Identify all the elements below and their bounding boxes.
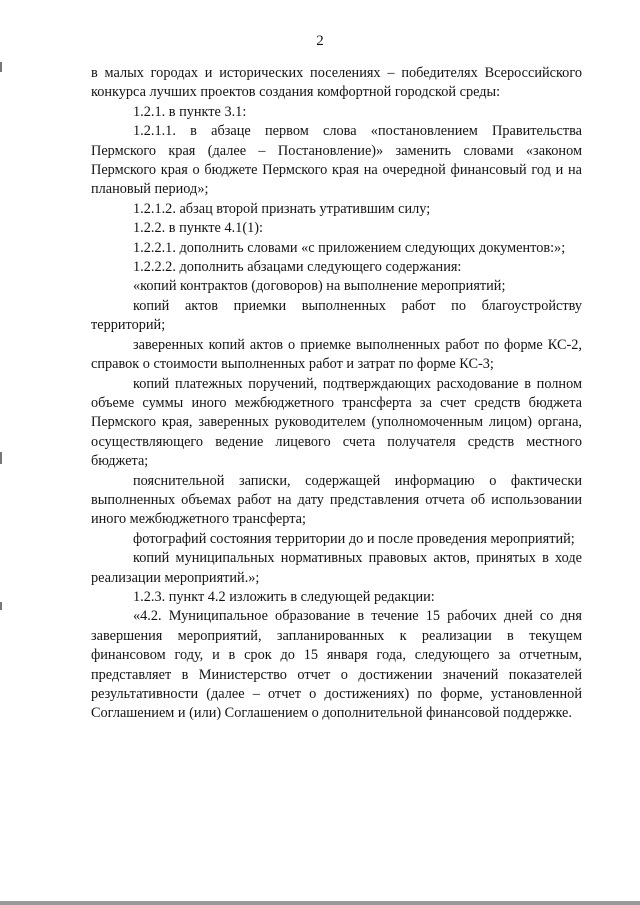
paragraph: «4.2. Муниципальное образование в течение 15 рабочих дней со дня завершения мероприятий, запланированных к реализации в текущем финансовом году, и в срок до 15 января года, следующего за отчетным, представляет в Министерство отчет о достижении значений показателей результативности (далее – отчет о достижениях) по форме, установленной Соглашением и (или) Соглашением о дополнительной финансовой поддержке. [91, 608, 582, 722]
paragraph: 1.2.2.2. дополнить абзацами следующего содержания: [133, 259, 462, 276]
paragraph: 1.2.2. в пункте 4.1(1): [133, 220, 263, 237]
paragraph: 1.2.1. в пункте 3.1: [133, 103, 247, 120]
paragraph: 1.2.2.1. дополнить словами «с приложением следующих документов:»; [133, 239, 566, 256]
paragraph: 1.2.1.2. абзац второй признать утратившим силу; [133, 200, 431, 217]
scan-edge-mark [0, 602, 2, 610]
paragraph: копий актов приемки выполненных работ по благоустройству территорий; [91, 297, 582, 334]
paragraph: заверенных копий актов о приемке выполненных работ по форме КС-2, справок о стоимости выполненных работ и затрат по форме КС-3; [91, 336, 582, 373]
paragraph: пояснительной записки, содержащей информацию о фактически выполненных объемах работ на дату представления отчета об использовании иного межбюджетного трансферта; [91, 472, 582, 528]
scan-bottom-edge [0, 901, 640, 905]
scan-edge-mark [0, 452, 2, 464]
document-body [91, 64, 582, 724]
page-number: 2 [316, 33, 324, 49]
paragraph: 1.2.3. пункт 4.2 изложить в следующей редакции: [133, 588, 435, 605]
scan-edge-mark [0, 62, 2, 72]
paragraph: в малых городах и исторических поселениях – победителях Всероссийского конкурса лучших проектов создания комфортной городской среды: [91, 65, 582, 101]
paragraph: копий платежных поручений, подтверждающих расходование в полном объеме суммы иного межбюджетного трансферта за счет средств бюджета Пермского края, заверенных руководителем (уполномоченным лицом) органа, осуществляющего ведение лицевого счета получателя средств местного бюджета; [91, 375, 582, 470]
paragraph: «копий контрактов (договоров) на выполнение мероприятий; [133, 278, 506, 295]
paragraph: фотографий состояния территории до и после проведения мероприятий; [133, 530, 575, 547]
paragraph: копий муниципальных нормативных правовых актов, принятых в ходе реализации мероприятий.»; [91, 550, 582, 586]
paragraph: 1.2.1.1. в абзаце первом слова «постановлением Правительства Пермского края (далее – Постановление)» заменить словами «законом Пермского края о бюджете Пермского края на очередной финансовый год и на плановый период»; [91, 123, 582, 198]
